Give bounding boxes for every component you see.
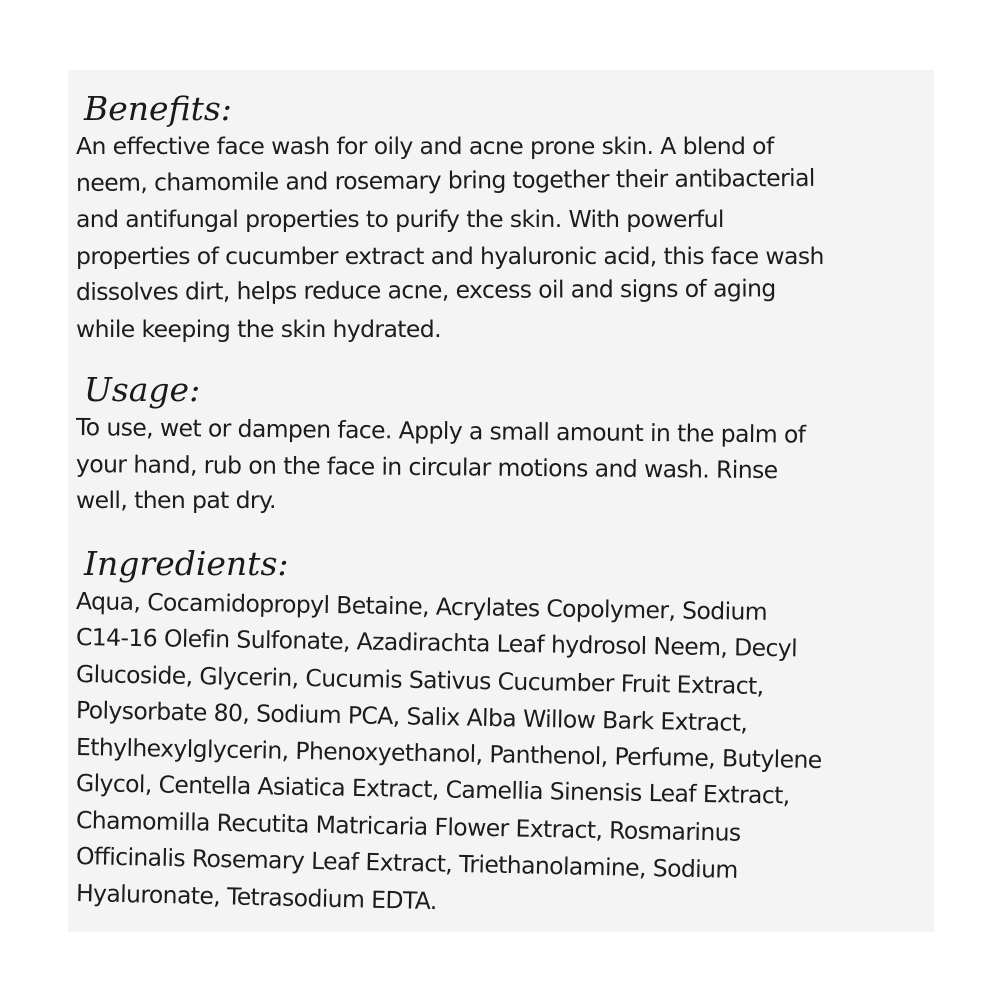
ingredients-line: Hyaluronate, Tetrasodium EDTA. [75, 878, 438, 915]
product-label [68, 70, 934, 932]
usage-heading: Usage: [84, 370, 201, 409]
usage-line: well, then pat dry. [76, 486, 276, 514]
ingredients-line: Chamomilla Recutita Matricaria Flower Extract, Rosmarinus [75, 805, 741, 847]
ingredients-line: Polysorbate 80, Sodium PCA, Salix Alba Willow Bark Extract, [75, 696, 748, 737]
benefits-line: while keeping the skin hydrated. [76, 314, 441, 343]
benefits-line: An effective face wash for oily and acne prone skin. A blend of [76, 132, 774, 160]
ingredients-line: Glucoside, Glycerin, Cucumis Sativus Cucumber Fruit Extract, [75, 659, 764, 700]
usage-line: your hand, rub on the face in circular motions and wash. Rinse [75, 449, 778, 484]
benefits-line: dissolves dirt, helps reduce acne, excess oil and signs of aging [75, 274, 776, 306]
benefits-text [76, 128, 934, 347]
usage-section [76, 371, 934, 519]
ingredients-section [75, 543, 934, 915]
ingredients-heading: Ingredients: [84, 543, 289, 583]
ingredients-line: C14-16 Olefin Sulfonate, Azadirachta Leaf hydrosol Neem, Decyl [75, 623, 798, 663]
benefits-heading: Benefits: [84, 89, 232, 128]
benefits-line: and antifungal properties to purify the skin. With powerful [76, 205, 724, 233]
ingredients-line: Aqua, Cocamidopropyl Betaine, Acrylates Copolymer, Sodium [75, 586, 768, 626]
ingredients-line: Glycol, Centella Asiatica Extract, Camellia Sinensis Leaf Extract, [75, 769, 790, 810]
ingredients-line: Ethylhexylglycerin, Phenoxyethanol, Panthenol, Perfume, Butylene [75, 732, 822, 774]
usage-line: To use, wet or dampen face. Apply a small amount in the palm of [75, 413, 806, 449]
usage-text [76, 409, 934, 519]
benefits-line: neem, chamomile and rosemary bring together their antibacterial [75, 163, 815, 197]
benefits-section [76, 90, 934, 347]
ingredients-line: Officinalis Rosemary Leaf Extract, Triethanolamine, Sodium [75, 842, 739, 884]
ingredients-text [75, 583, 934, 915]
benefits-line: properties of cucumber extract and hyaluronic acid, this face wash [76, 241, 824, 270]
